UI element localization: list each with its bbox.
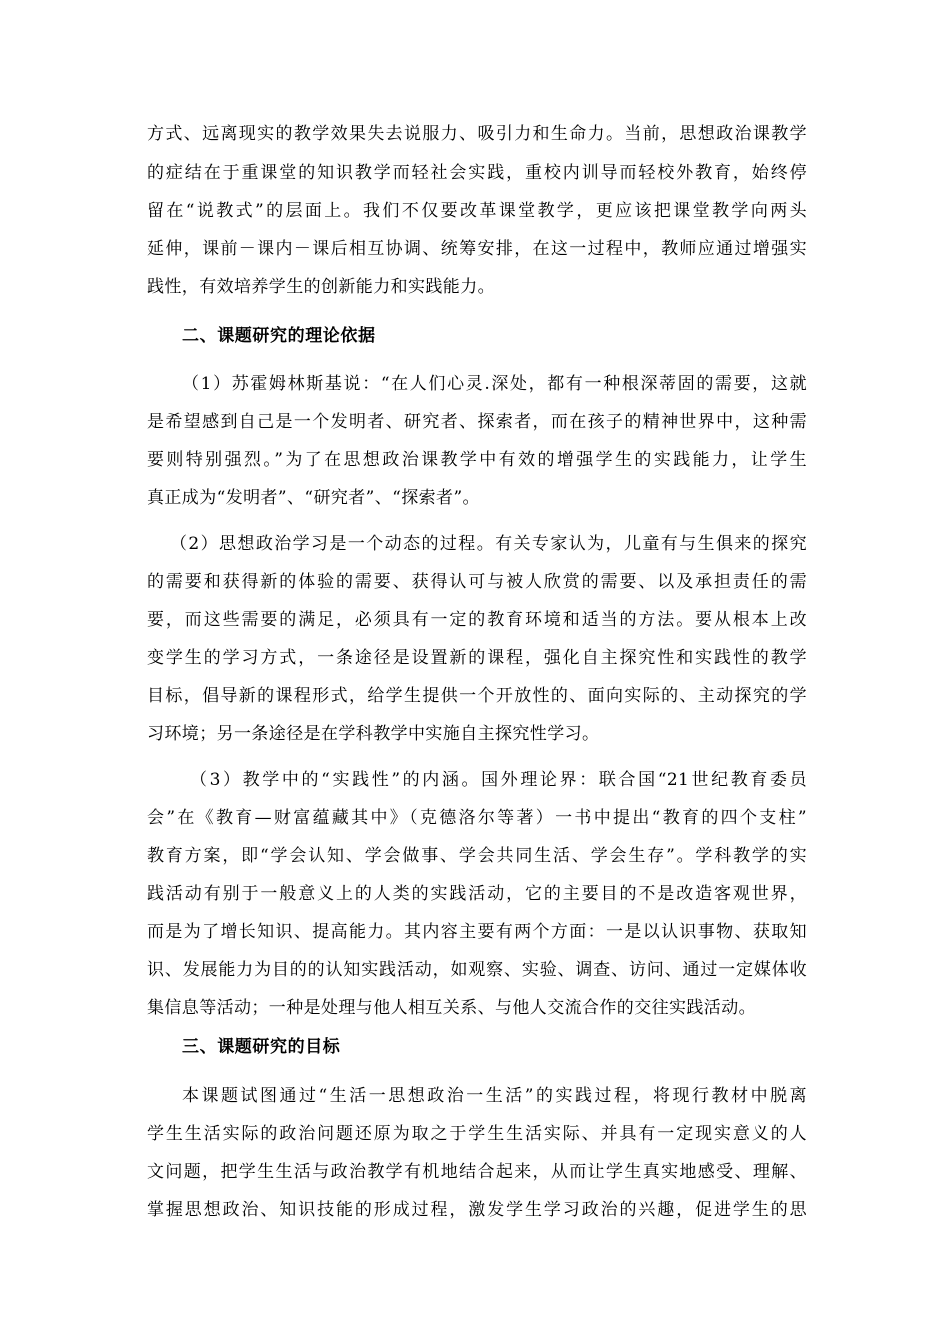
body-text-line: 教育方案，即“学会认知、学会做事、学会共同生活、学会生存”。学科教学的实 — [147, 846, 807, 866]
body-text-line: 要，而这些需要的满足，必须具有一定的教育环境和适当的方法。要从根本上改 — [147, 610, 807, 630]
body-text-line: 延伸，课前－课内－课后相互协调、统筹安排，在这一过程中，教师应通过增强实 — [147, 239, 807, 259]
body-text-line: 习环境；另一条途径是在学科教学中实施自主探究性学习。 — [147, 724, 600, 744]
body-text-line: 的症结在于重课堂的知识教学而轻社会实践，重校内训导而轻校外教育，始终停 — [147, 163, 807, 183]
body-text-line: 践活动有别于一般意义上的人类的实践活动，它的主要目的不是改造客观世界， — [147, 884, 807, 904]
body-text-line: 而是为了增长知识、提高能力。其内容主要有两个方面：一是以认识事物、获取知 — [147, 922, 807, 942]
body-text-line: 践性，有效培养学生的创新能力和实践能力。 — [147, 277, 495, 297]
body-text-line: 是希望感到自己是一个发明者、研究者、探索者，而在孩子的精神世界中，这种需 — [147, 412, 807, 432]
section-heading-theory: 二、课题研究的理论依据 — [182, 326, 376, 346]
body-text-line: 学生生活实际的政治问题还原为取之于学生生活实际、并具有一定现实意义的人 — [147, 1124, 807, 1144]
section-heading-goals: 三、课题研究的目标 — [182, 1037, 341, 1057]
body-text-line: 本课题试图通过“生活一思想政治一生活”的实践过程，将现行教材中脱离 — [182, 1086, 807, 1106]
body-text-line: 目标，倡导新的课程形式，给学生提供一个开放性的、面向实际的、主动探究的学 — [147, 686, 807, 706]
body-text-line: （3）教学中的“实践性”的内涵。国外理论界：联合国“21世纪教育委员 — [190, 770, 807, 790]
body-text-line: 真正成为“发明者”、“研究者”、“探索者”。 — [147, 488, 480, 508]
body-text-line: （1）苏霍姆林斯基说：“在人们心灵.深处，都有一种根深蒂固的需要，这就 — [182, 374, 807, 394]
body-text-line: 要则特别强烈。”为了在思想政治课教学中有效的增强学生的实践能力，让学生 — [147, 450, 807, 470]
body-text-line: 的需要和获得新的体验的需要、获得认可与被人欣赏的需要、以及承担责任的需 — [147, 572, 807, 592]
body-text-line: 方式、远离现实的教学效果失去说服力、吸引力和生命力。当前，思想政治课教学 — [147, 124, 807, 144]
body-text-line: 留在“说教式”的层面上。我们不仅要改革课堂教学，更应该把课堂教学向两头 — [147, 201, 807, 221]
body-text-line: 掌握思想政治、知识技能的形成过程，激发学生学习政治的兴趣，促进学生的思 — [147, 1200, 807, 1220]
body-text-line: 变学生的学习方式，一条途径是设置新的课程，强化自主探究性和实践性的教学 — [147, 648, 807, 668]
body-text-line: 识、发展能力为目的的认知实践活动，如观察、实验、调查、访问、通过一定媒体收 — [147, 960, 807, 980]
body-text-line: 集信息等活动；一种是处理与他人相互关系、与他人交流合作的交往实践活动。 — [147, 998, 756, 1018]
body-text-line: （2）思想政治学习是一个动态的过程。有关专家认为，儿童有与生俱来的探究 — [170, 534, 807, 554]
body-text-line: 会”在《教育—财富蕴藏其中》（克德洛尔等著）一书中提出“教育的四个支柱” — [147, 808, 807, 828]
body-text-line: 文问题，把学生生活与政治教学有机地结合起来，从而让学生真实地感受、理解、 — [147, 1162, 807, 1182]
